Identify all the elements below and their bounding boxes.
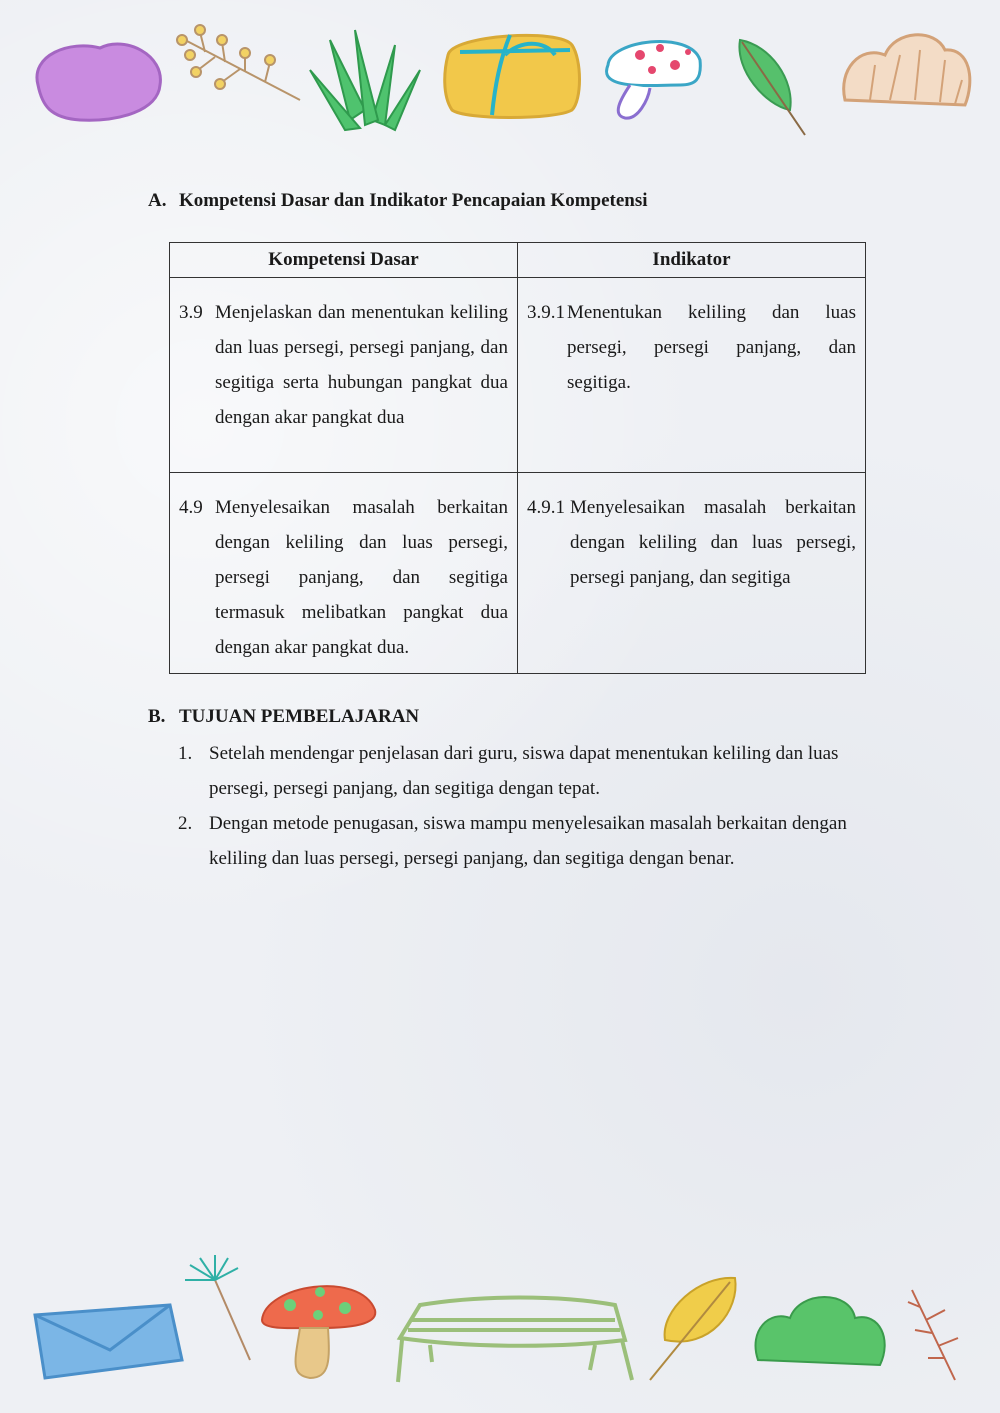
section-a-heading: [148, 190, 648, 212]
goal-number: 2.: [178, 813, 193, 834]
list-item: [178, 806, 858, 876]
table-header-row: [170, 243, 866, 278]
indicator-number: 4.9.1: [527, 497, 565, 518]
section-b-title: TUJUAN PEMBELAJARAN: [179, 706, 420, 727]
indicator-cell: [518, 278, 866, 473]
kd-cell: [170, 473, 518, 674]
competency-table: [169, 242, 866, 674]
kd-item: [179, 295, 508, 435]
indicator-text: Menentukan keliling dan luas persegi, persegi panjang, dan segitiga.: [567, 302, 856, 393]
header-kompetensi-dasar: Kompetensi Dasar: [170, 243, 518, 278]
indicator-number: 3.9.1: [527, 302, 565, 323]
header-indikator: Indikator: [518, 243, 866, 278]
kd-text: Menyelesaikan masalah berkaitan dengan keliling dan luas persegi, persegi panjang, dan segitiga termasuk melibatkan pangkat dua dengan akar pangkat dua.: [215, 497, 508, 658]
section-a-letter: A.: [148, 190, 167, 211]
goal-text: Setelah mendengar penjelasan dari guru, siswa dapat menentukan keliling dan luas persegi, persegi panjang, dan segitiga dengan tepat.: [209, 743, 839, 799]
goal-text: Dengan metode penugasan, siswa mampu menyelesaikan masalah berkaitan dengan keliling dan luas persegi, persegi panjang, dan segitiga dengan benar.: [209, 813, 847, 869]
indicator-text: Menyelesaikan masalah berkaitan dengan keliling dan luas persegi, persegi panjang, dan segitiga: [570, 497, 856, 588]
kd-item: [179, 490, 508, 665]
list-item: [178, 736, 858, 806]
kd-text: Menjelaskan dan menentukan keliling dan luas persegi, persegi panjang, dan segitiga serta hubungan pangkat dua dengan akar pangkat dua: [215, 302, 508, 428]
section-a-title: Kompetensi Dasar dan Indikator Pencapaian Kompetensi: [179, 190, 648, 211]
table-row: [170, 278, 866, 473]
indicator-cell: [518, 473, 866, 674]
learning-goals-list: [178, 736, 858, 876]
kd-number: 4.9: [179, 497, 203, 518]
section-b-letter: B.: [148, 706, 166, 727]
kd-cell: [170, 278, 518, 473]
kd-number: 3.9: [179, 302, 203, 323]
indicator-item: [527, 490, 856, 595]
table-row: [170, 473, 866, 674]
goal-number: 1.: [178, 743, 193, 764]
indicator-item: [527, 295, 856, 400]
section-b-heading: [148, 706, 419, 728]
